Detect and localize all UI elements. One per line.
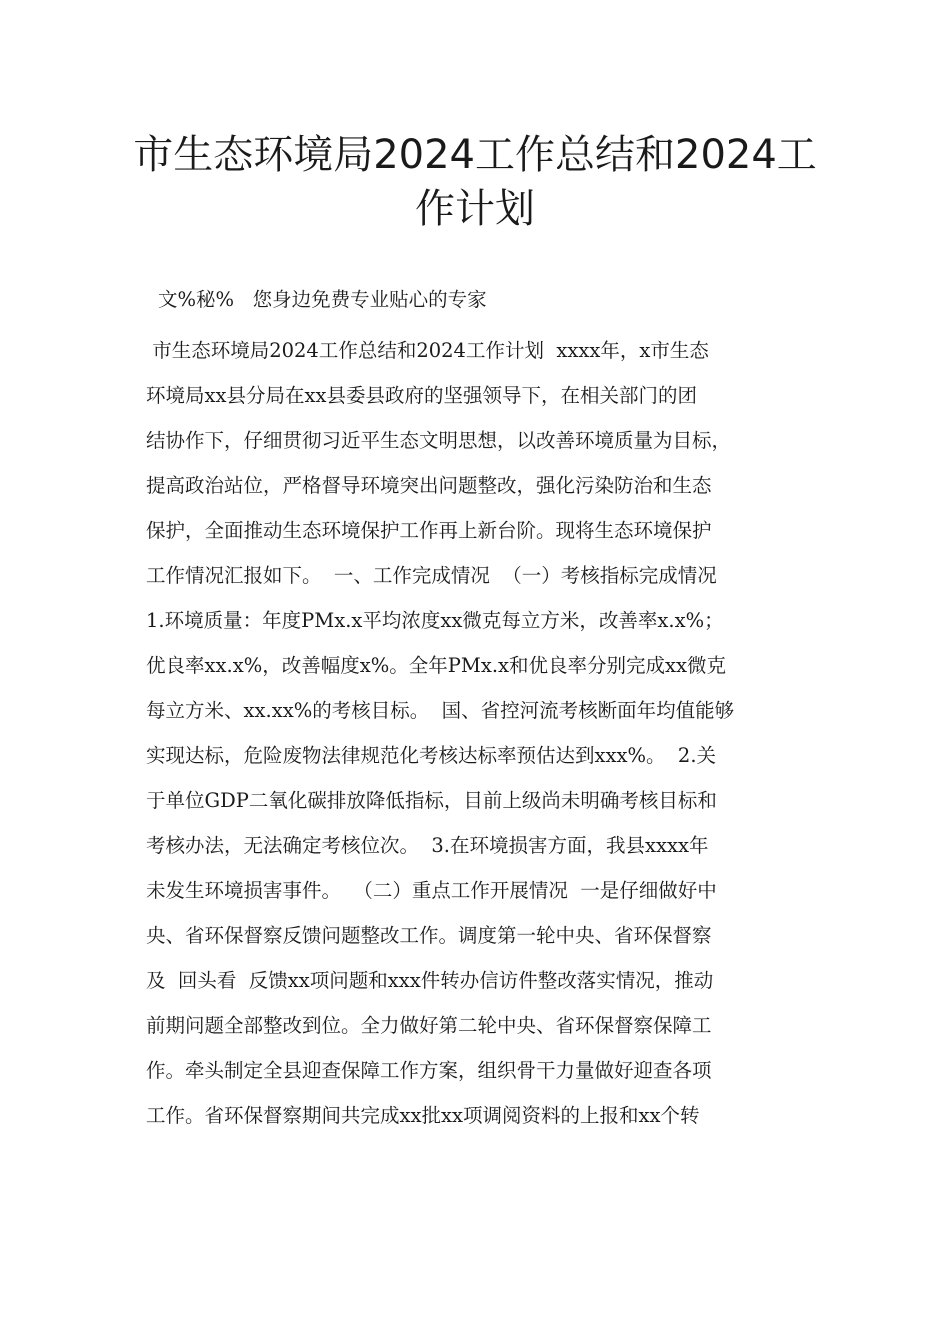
body-line: 央、省环保督察反馈问题整改工作。调度第一轮中央、省环保督察 <box>146 924 712 947</box>
title-line-1: 市生态环境局2024工作总结和2024工 <box>133 132 817 178</box>
body-line: 每立方米、xx.xx%的考核目标。 国、省控河流考核断面年均值能够 <box>146 699 735 722</box>
body-line: 环境局xx县分局在xx县委县政府的坚强领导下，在相关部门的团 <box>146 384 697 407</box>
body-line: 作。牵头制定全县迎查保障工作方案，组织骨干力量做好迎查各项 <box>146 1059 712 1082</box>
document-body <box>146 331 826 1141</box>
body-line: 1.环境质量：年度PMx.x平均浓度xx微克每立方米，改善率x.x%； <box>146 609 724 632</box>
body-line: 未发生环境损害事件。 （二）重点工作开展情况 一是仔细做好中 <box>146 879 717 902</box>
body-line: 于单位GDP二氧化碳排放降低指标，目前上级尚未明确考核目标和 <box>146 789 717 812</box>
body-line: 工作。省环保督察期间共完成xx批xx项调阅资料的上报和xx个转 <box>146 1104 700 1127</box>
body-line: 工作情况汇报如下。 一、工作完成情况 （一）考核指标完成情况 <box>146 564 717 587</box>
body-line: 优良率xx.x%，改善幅度x%。全年PMx.x和优良率分别完成xx微克 <box>146 654 727 677</box>
title-line-2: 作计划 <box>415 186 535 232</box>
document-title <box>120 128 830 236</box>
body-line: 保护，全面推动生态环境保护工作再上新台阶。现将生态环境保护 <box>146 519 712 542</box>
document-subtitle: 文%秘% 您身边免费专业贴心的专家 <box>158 288 487 311</box>
body-line: 实现达标，危险废物法律规范化考核达标率预估达到xxx%。 2.关 <box>146 744 717 767</box>
body-line: 结协作下，仔细贯彻习近平生态文明思想，以改善环境质量为目标， <box>146 429 732 452</box>
body-line: 市生态环境局2024工作总结和2024工作计划 xxxx年，x市生态 <box>146 339 709 362</box>
body-line: 前期问题全部整改到位。全力做好第二轮中央、省环保督察保障工 <box>146 1014 712 1037</box>
body-line: 考核办法，无法确定考核位次。 3.在环境损害方面，我县xxxx年 <box>146 834 709 857</box>
body-line: 提高政治站位，严格督导环境突出问题整改，强化污染防治和生态 <box>146 474 712 497</box>
body-line: 及 回头看 反馈xx项问题和xxx件转办信访件整改落实情况，推动 <box>146 969 714 992</box>
